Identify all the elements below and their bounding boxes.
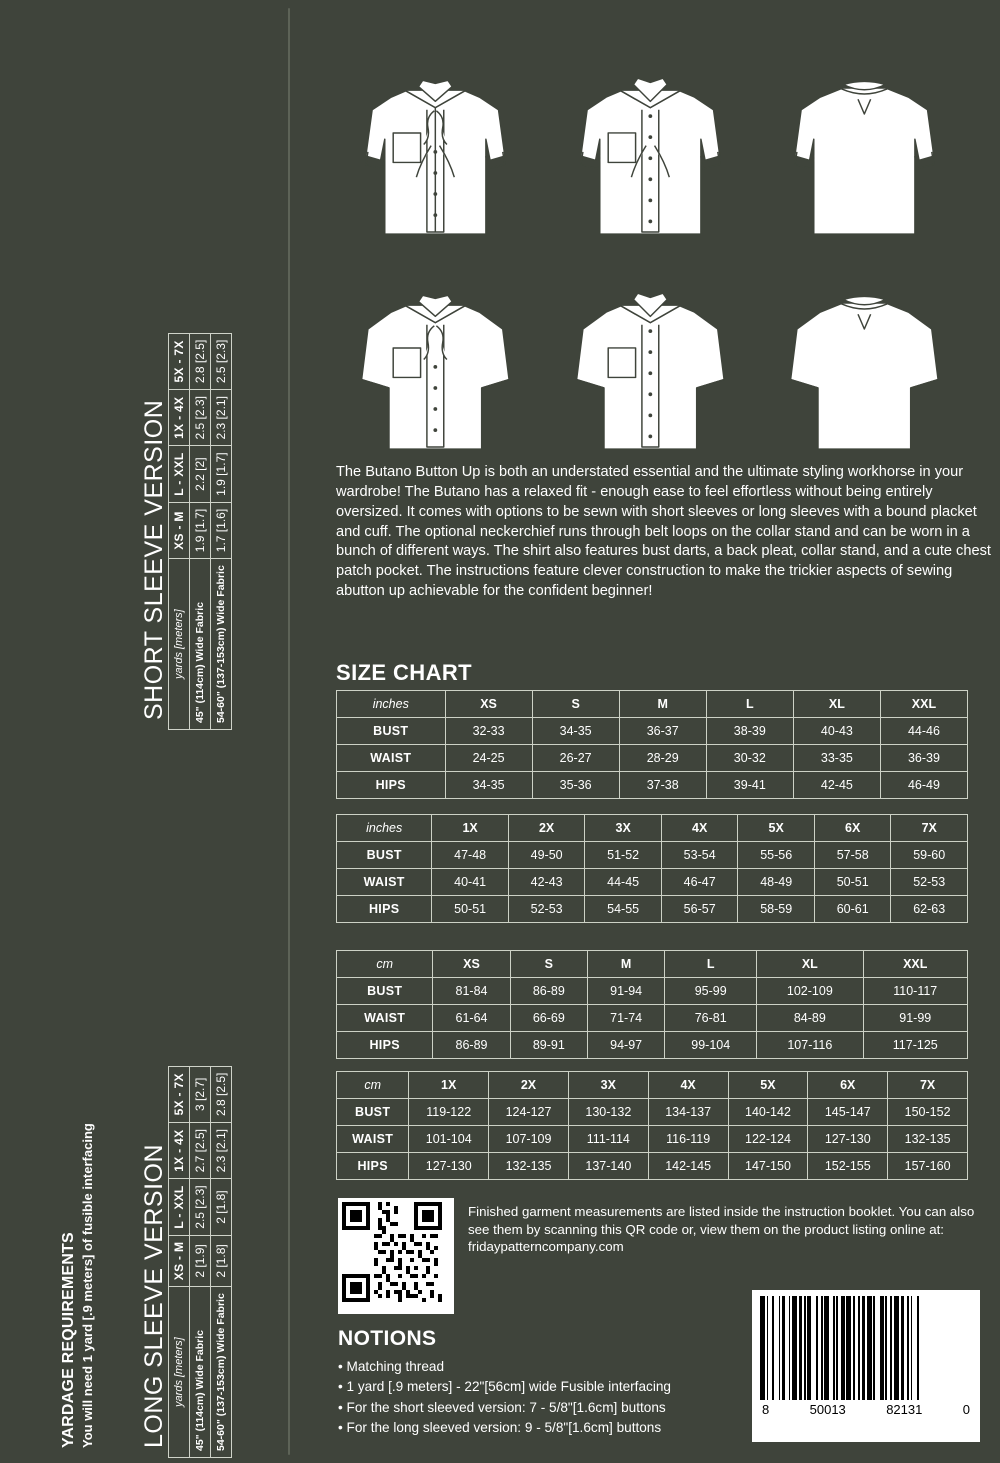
yardage-panel xyxy=(0,0,300,1463)
qr-description: Finished garment measurements are listed inside the instruction booklet. You can also see them by scanning this QR code or, view them on the product listing online at: fridaypatterncompany.com xyxy=(468,1204,975,1255)
table-row: BUST 32-33 34-35 36-37 38-39 40-43 44-46 xyxy=(337,718,968,745)
ss-row-45: 45" (114cm) Wide Fabric 1.9 [1.7] 2.2 [2] 2.5 [2.3] 2.8 [2.5] xyxy=(190,333,211,729)
ls-row-5460: 54-60" (137-153cm) Wide Fabric 2 [1.8] 2 [1.8] 2.3 [2.1] 2.8 [2.5] xyxy=(211,1066,232,1457)
table-row: BUST 47-48 49-50 51-52 53-54 55-56 57-58 59-60 xyxy=(337,842,968,869)
illustration-short-sleeve-collar xyxy=(545,270,756,481)
barcode-digit-left: 8 xyxy=(762,1402,770,1417)
barcode-digit-mid1: 50013 xyxy=(809,1402,846,1417)
table-row: HIPS 50-51 52-53 54-55 56-57 58-59 60-61 62-63 xyxy=(337,896,968,923)
table-row: HIPS 34-35 35-36 37-38 39-41 42-45 46-49 xyxy=(337,772,968,799)
vertical-divider xyxy=(288,8,290,1455)
barcode-digit-mid2: 82131 xyxy=(886,1402,923,1417)
notions-title: NOTIONS xyxy=(338,1327,437,1350)
list-item: • For the long sleeved version: 9 - 5/8"[1.6cm] buttons xyxy=(338,1420,662,1436)
long-sleeve-title: LONG SLEEVE VERSION xyxy=(140,1143,168,1448)
garment-illustrations xyxy=(330,55,970,455)
table-row: HIPS 127-130 132-135 137-140 142-145 147-150 152-155 157-160 xyxy=(337,1153,968,1180)
ls-col-0: XS - M xyxy=(169,1235,190,1286)
ss-col-1: L - XXL xyxy=(169,446,190,502)
illustration-long-sleeve-neckerchief xyxy=(330,55,541,266)
ls-col-3: 5X - 7X xyxy=(169,1066,190,1122)
ss-unit-label: yards [meters] xyxy=(169,559,190,730)
illustration-long-sleeve-back xyxy=(759,55,970,266)
size-chart-cm-standard: cm XS S M L XL XXL BUST 81-84 86-89 91-94 95-99 102-109 110-117 WAIST 61-64 66-69 71-74 76-81 84-89 91-99 HIPS 86-89 89-91 94-97 99-104 107-116 117-125 xyxy=(336,950,968,1059)
size-chart-title: SIZE CHART xyxy=(336,660,472,685)
table-row: HIPS 86-89 89-91 94-97 99-104 107-116 117-125 xyxy=(337,1032,968,1059)
ls-unit-label: yards [meters] xyxy=(169,1287,190,1458)
illustration-long-sleeve-collar xyxy=(545,55,756,266)
long-sleeve-yardage-table xyxy=(168,1066,232,1458)
illustration-short-sleeve-back xyxy=(759,270,970,481)
table-row: BUST 81-84 86-89 91-94 95-99 102-109 110-117 xyxy=(337,978,968,1005)
table-row: WAIST 101-104 107-109 111-114 116-119 122-124 127-130 132-135 xyxy=(337,1126,968,1153)
barcode-digits xyxy=(760,1400,972,1417)
list-item: • 1 yard [.9 meters] - 22"[56cm] wide Fusible interfacing xyxy=(338,1379,671,1395)
illustration-short-sleeve-neckerchief xyxy=(330,270,541,481)
ls-row-45: 45" (114cm) Wide Fabric 2 [1.9] 2.5 [2.3] 2.7 [2.5] 3 [2.7] xyxy=(190,1066,211,1457)
ls-col-2: 1X - 4X xyxy=(169,1122,190,1178)
yardage-heading: YARDAGE REQUIREMENTS xyxy=(60,1232,77,1448)
table-row: WAIST 24-25 26-27 28-29 30-32 33-35 36-39 xyxy=(337,745,968,772)
ss-col-2: 1X - 4X xyxy=(169,390,190,446)
size-chart-cm-extended: cm 1X 2X 3X 4X 5X 6X 7X BUST 119-122 124-127 130-132 134-137 140-142 145-147 150-152 WAIST 101-104 107-109 111-114 116-119 122-124 127-130 132-135 HIPS 127-130 132-135 137-140 142-145 147-150 152-155 157-160 xyxy=(336,1071,968,1180)
list-item: • For the short sleeved version: 7 - 5/8"[1.6cm] buttons xyxy=(338,1399,666,1415)
short-sleeve-yardage-table xyxy=(168,333,232,730)
table-row: WAIST 61-64 66-69 71-74 76-81 84-89 91-99 xyxy=(337,1005,968,1032)
ss-col-0: XS - M xyxy=(169,502,190,558)
size-chart-inches-standard: inches XS S M L XL XXL BUST 32-33 34-35 36-37 38-39 40-43 44-46 WAIST 24-25 26-27 28-29 30-32 33-35 36-39 HIPS 34-35 35-36 37-38 39-41 42-45 46-49 xyxy=(336,690,968,799)
ss-row-5460: 54-60" (137-153cm) Wide Fabric 1.7 [1.6] 1.9 [1.7] 2.3 [2.1] 2.5 [2.3] xyxy=(211,333,232,729)
barcode-bars xyxy=(760,1296,972,1400)
yardage-subheading: You will need 1 yard [.9 meters] of fusible interfacing xyxy=(80,1123,95,1448)
qr-code[interactable] xyxy=(338,1198,454,1314)
barcode xyxy=(752,1290,980,1442)
list-item: • Matching thread xyxy=(338,1359,445,1374)
short-sleeve-title: SHORT SLEEVE VERSION xyxy=(140,399,168,720)
notions-list xyxy=(338,1357,758,1439)
table-row: BUST 119-122 124-127 130-132 134-137 140-142 145-147 150-152 xyxy=(337,1099,968,1126)
barcode-digit-right: 0 xyxy=(962,1402,970,1417)
table-row: WAIST 40-41 42-43 44-45 46-47 48-49 50-51 52-53 xyxy=(337,869,968,896)
ls-col-1: L - XXL xyxy=(169,1179,190,1235)
product-description: The Butano Button Up is both an understated essential and the ultimate styling workhorse in your wardrobe! The Butano has a relaxed fit - enough ease to feel effortless without being entirely oversized. It comes with options to be sewn with short sleeves or long sleeves with a bound placket and cuff. The optional neckerchief runs through belt loops on the collar stand and can be worn in a bunch of different ways. The shirt also features bust darts, a back pleat, collar stand, and a cute chest patch pocket. The instructions feature clever construction to make the trickier aspects of sewing abutton up achievable for the confident beginner! xyxy=(336,464,991,600)
size-chart-inches-extended: inches 1X 2X 3X 4X 5X 6X 7X BUST 47-48 49-50 51-52 53-54 55-56 57-58 59-60 WAIST 40-41 42-43 44-45 46-47 48-49 50-51 52-53 HIPS 50-51 52-53 54-55 56-57 58-59 60-61 62-63 xyxy=(336,814,968,923)
ss-col-3: 5X - 7X xyxy=(169,333,190,389)
